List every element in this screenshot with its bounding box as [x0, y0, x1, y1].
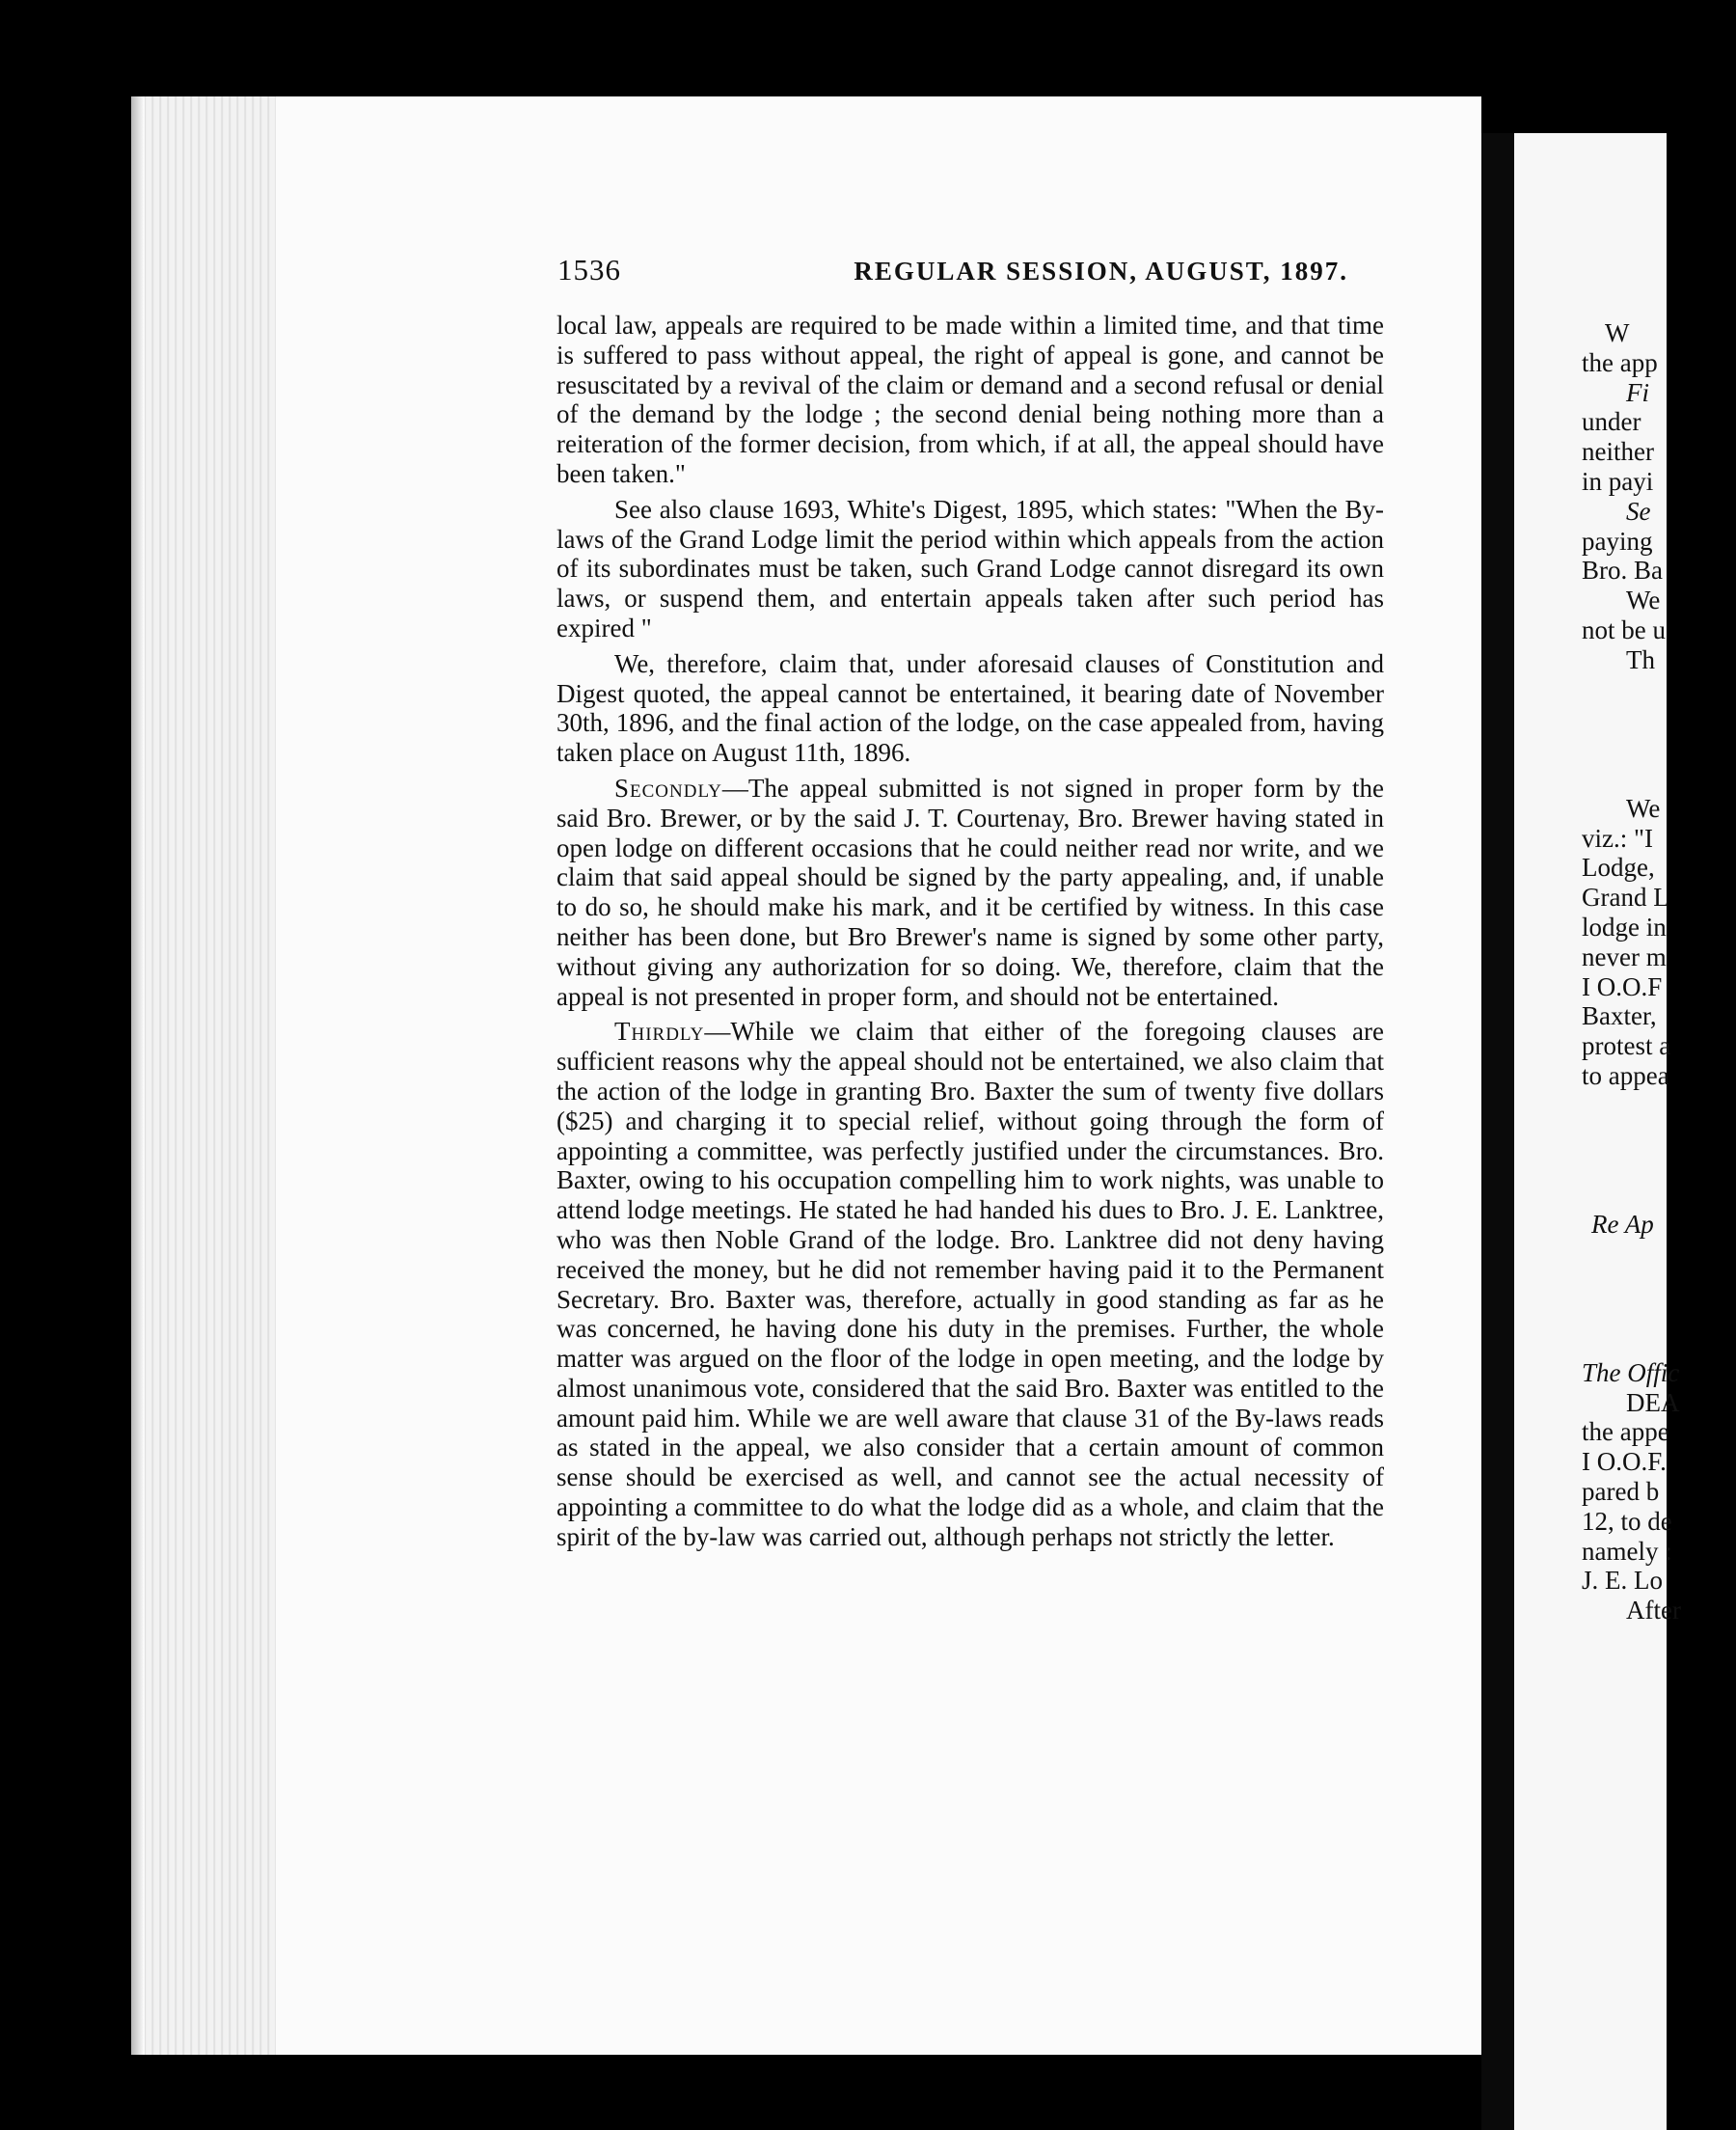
facing-fragment: 12, to de	[1582, 1506, 1672, 1536]
body-paragraph	[556, 649, 1384, 768]
facing-line	[1582, 645, 1736, 675]
facing-line	[1582, 1596, 1736, 1625]
facing-fragment: pared b	[1582, 1477, 1660, 1507]
facing-line	[1582, 407, 1736, 437]
paragraph-text: See also clause 1693, White's Digest, 1895, which states: "When the By-laws of the Grand Lodge limit the period within which appeals from the action of its subordinates must be taken, such Grand Lodge cannot disregard its own laws, or suspend them, and entertain appeals taken after such period has expired "	[556, 494, 1384, 642]
facing-line	[1582, 1298, 1736, 1328]
facing-fragment: to appea	[1582, 1060, 1669, 1090]
facing-line	[1582, 318, 1736, 348]
facing-fragment: neither	[1582, 437, 1654, 467]
page-stack-edges	[131, 96, 278, 2055]
facing-fragment: protest a	[1582, 1031, 1671, 1061]
facing-line	[1582, 824, 1736, 854]
facing-line	[1582, 1358, 1736, 1388]
facing-line	[1582, 883, 1736, 913]
facing-fragment: namely :	[1582, 1536, 1672, 1566]
paragraph-text: We, therefore, claim that, under aforesaid clauses of Constitution and Digest quoted, the appeal cannot be entertained, it bearing date of November 30th, 1896, and the final action of the lodge, on the case appealed from, having taken place on August 11th, 1896.	[556, 648, 1384, 768]
facing-line	[1582, 348, 1736, 378]
facing-fragment: DEA	[1626, 1387, 1680, 1417]
facing-line	[1582, 1477, 1736, 1507]
facing-fragment: the appe	[1582, 1417, 1669, 1447]
facing-line	[1582, 853, 1736, 883]
facing-line	[1582, 942, 1736, 972]
facing-line	[1582, 1566, 1736, 1596]
facing-fragment: W	[1605, 318, 1630, 347]
book-gutter	[1481, 133, 1514, 2130]
facing-line	[1582, 1388, 1736, 1418]
facing-line	[1582, 1507, 1736, 1537]
facing-line	[1582, 1061, 1736, 1091]
body-paragraph	[556, 1017, 1384, 1551]
facing-line	[1582, 1121, 1736, 1151]
body-paragraph	[556, 774, 1384, 1011]
paragraph-text: local law, appeals are required to be made within a limited time, and that time is suffered to pass without appeal, the right of appeal is gone, and cannot be resuscitated by a revival of the claim or demand and a second refusal or denial of the demand by the lodge ; the second denial being nothing more than a reiteration of the former decision, from which, if at all, the appeal should have been taken."	[556, 311, 1384, 488]
facing-line	[1582, 378, 1736, 408]
facing-line	[1582, 497, 1736, 527]
facing-line	[1582, 1091, 1736, 1121]
facing-line	[1582, 1447, 1736, 1477]
paragraph-text: —While we claim that either of the foregoing clauses are sufficient reasons why the appeal should not be entertained, we also claim that the action of the lodge in granting Bro. Baxter the sum of twenty five dollars ($25) and charging it to special relief, without going through the form of appointing a committee, was perfectly justified under the circumstances. Bro. Baxter, owing to his occupation compelling him to work nights, was unable to attend lodge meetings. He stated he had handed his dues to Bro. J. E. Lanktree, who was then Noble Grand of the lodge. Bro. Lanktree did not deny having received the money, but he did not remember having paid it to the Permanent Secretary. Bro. Baxter was, therefore, actually in good standing as far as he was concerned, he having done his duty in the premises. Further, the whole matter was argued on the floor of the lodge in open meeting, and the lodge by almost unanimous vote, considered that the said Bro. Baxter was entitled to the amount paid him. While we are well aware that clause 31 of the By-laws reads as stated in the appeal, we also consider that a certain amount of common sense should be exercised as well, and cannot see the actual necessity of appointing a committee to do what the lodge did as a whole, and claim that the spirit of the by-law was carried out, although perhaps not strictly the letter.	[556, 1017, 1384, 1551]
body-paragraph	[556, 311, 1384, 489]
facing-line	[1582, 972, 1736, 1002]
page-number: 1536	[557, 253, 621, 287]
facing-line	[1582, 1270, 1736, 1299]
facing-fragment: We	[1626, 793, 1661, 823]
facing-line	[1582, 764, 1736, 794]
facing-fragment: viz.: "I	[1582, 823, 1653, 853]
facing-fragment: Grand L	[1582, 883, 1669, 913]
facing-line	[1582, 675, 1736, 705]
facing-page-text	[1582, 318, 1736, 1625]
facing-fragment: Se	[1626, 496, 1651, 526]
paragraph-lead: Secondly	[614, 773, 722, 803]
facing-fragment: paying	[1582, 526, 1653, 556]
running-head	[557, 253, 1348, 287]
facing-fragment: Th	[1626, 644, 1655, 674]
facing-line	[1582, 704, 1736, 734]
facing-line	[1582, 1537, 1736, 1567]
facing-line	[1582, 913, 1736, 942]
facing-fragment: not be u	[1582, 614, 1666, 644]
facing-fragment: Bro. Ba	[1582, 556, 1663, 586]
facing-line	[1582, 1240, 1736, 1270]
page-stack-shadow	[131, 96, 145, 2055]
facing-line	[1582, 734, 1736, 764]
facing-line	[1582, 467, 1736, 497]
facing-line	[1582, 1210, 1736, 1240]
facing-fragment: never m	[1582, 942, 1667, 971]
facing-fragment: Fi	[1626, 377, 1649, 407]
facing-line	[1582, 1180, 1736, 1210]
facing-fragment: I O.O.F	[1582, 971, 1663, 1001]
facing-fragment: Lodge,	[1582, 853, 1655, 883]
facing-line	[1582, 615, 1736, 645]
facing-fragment: the app	[1582, 347, 1658, 377]
facing-fragment: After	[1626, 1596, 1681, 1625]
facing-fragment: I O.O.F.	[1582, 1447, 1667, 1477]
paragraph-lead: Thirdly	[614, 1017, 705, 1047]
facing-fragment: Baxter,	[1582, 1001, 1657, 1031]
facing-line	[1582, 437, 1736, 467]
facing-fragment: lodge in	[1582, 912, 1667, 942]
facing-line	[1582, 1417, 1736, 1447]
facing-line	[1582, 1031, 1736, 1061]
running-title: REGULAR SESSION, AUGUST, 1897.	[854, 257, 1348, 286]
facing-line	[1582, 794, 1736, 824]
facing-line	[1582, 1328, 1736, 1358]
body-text	[556, 311, 1384, 1558]
facing-fragment: The Offic	[1582, 1357, 1680, 1387]
facing-fragment: in payi	[1582, 466, 1654, 496]
facing-line	[1582, 586, 1736, 615]
paragraph-text: —The appeal submitted is not signed in proper form by the said Bro. Brewer, or by the said J. T. Courtenay, Bro. Brewer having stated in open lodge on different occasions that he could neither read nor write, and we claim that said appeal should be signed by the party appealing, and, if unable to do so, he should make his mark, and it be certified by witness. In this case neither has been done, but Bro Brewer's name is signed by some other party, without giving any authorization for so doing. We, therefore, claim that the appeal is not presented in proper form, and should not be entertained.	[556, 773, 1384, 1011]
facing-fragment: J. E. Lo	[1582, 1566, 1663, 1596]
facing-line	[1582, 527, 1736, 557]
facing-fragment: Re Ap	[1591, 1209, 1654, 1239]
facing-line	[1582, 1150, 1736, 1180]
facing-line	[1582, 1001, 1736, 1031]
facing-fragment: We	[1626, 586, 1661, 615]
body-paragraph	[556, 495, 1384, 643]
facing-fragment: under	[1582, 407, 1641, 437]
facing-line	[1582, 556, 1736, 586]
